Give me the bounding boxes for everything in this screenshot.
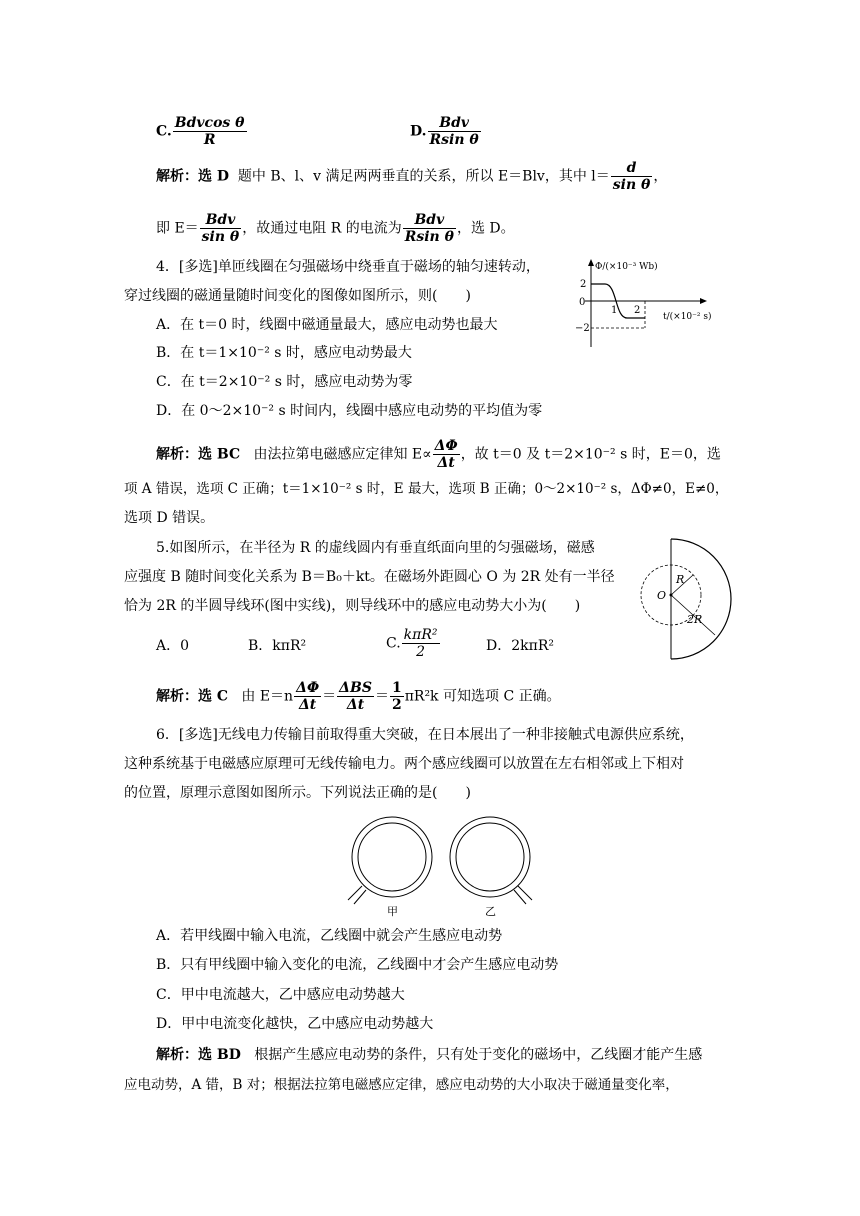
y-axis-arrow-icon	[588, 259, 594, 266]
text: 题中 B、l、v 满足两两垂直的关系，所以 E＝Blv，其中 l＝	[237, 168, 610, 185]
q4-option-b: B．在 t＝1×10⁻² s 时，感应电动势最大	[156, 345, 412, 361]
text: ，故通过电阻 R 的电流为	[242, 220, 402, 237]
numerator: ΔΦ	[434, 438, 458, 454]
q6-stem-line3: 的位置，原理示意图如图所示。下列说法正确的是( )	[124, 785, 471, 801]
fraction	[428, 115, 481, 148]
q5-option-b: B．kπR²	[248, 638, 307, 654]
q6-option-d: D．甲中电流变化越快，乙中感应电动势越大	[156, 1016, 434, 1032]
q6-option-a: A．若甲线圈中输入电流，乙线圈中就会产生感应电动势	[156, 928, 503, 944]
q6-stem-line1: 6．[多选]无线电力传输目前取得重大突破，在日本展出了一种非接触式电源供应系统，	[156, 727, 694, 743]
q4-solution-line1	[156, 438, 721, 471]
q3-solution-line2	[156, 212, 515, 245]
denominator: sin θ	[612, 177, 651, 193]
numerator: Bdv	[428, 115, 481, 132]
text: ，故 t＝0 及 t＝2×10⁻² s 时，E＝0，选	[460, 446, 721, 463]
numerator: 1	[391, 680, 402, 696]
label-o: O	[657, 589, 667, 602]
q5-solution	[156, 680, 561, 713]
q6-option-b: B．只有甲线圈中输入变化的电流，乙线圈中才会产生感应电动势	[156, 957, 559, 973]
denominator: Rsin θ	[429, 132, 479, 148]
q5-stem-line1: 5.如图所示，在半径为 R 的虚线圆内有垂直纸面向里的匀强磁场，磁感	[156, 540, 595, 556]
fraction	[611, 160, 653, 193]
solution-head: 解析：选 BC	[156, 446, 241, 463]
tick-y-neg: −2	[575, 323, 590, 334]
numerator: d	[611, 160, 653, 177]
fraction	[173, 115, 247, 148]
text: ，选 D。	[456, 220, 515, 237]
q6-solution-line2: 应电动势，A 错，B 对；根据法拉第电磁感应定律，感应电动势的大小取决于磁通量变化率，	[124, 1077, 679, 1093]
graph-x-label: t/(×10⁻² s)	[663, 312, 712, 322]
fraction	[390, 680, 404, 713]
flux-time-graph	[565, 255, 740, 350]
coil-yi-lead	[518, 886, 532, 900]
solution-head: 解析：选 BD	[156, 1047, 241, 1063]
fraction	[337, 680, 374, 713]
x-axis-arrow-icon	[700, 298, 707, 304]
q4-stem-line1: 4．[多选]单匝线圈在匀强磁场中绕垂直于磁场的轴匀速转动，	[156, 259, 540, 275]
text: 根据产生感应电动势的条件，只有处于变化的磁场中，乙线圈才能产生感	[254, 1047, 703, 1063]
fraction	[294, 680, 321, 713]
text: ＝	[322, 688, 337, 705]
q4-solution-line2: 项 A 错误，选项 C 正确；t＝1×10⁻² s 时，E 最大，选项 B 正确；0～2×10⁻² s，ΔΦ≠0，E≠0，	[124, 481, 729, 497]
label-r: R	[676, 573, 685, 586]
q5-option-c	[386, 627, 441, 660]
q5-option-a: A．0	[156, 638, 190, 654]
label-jia: 甲	[387, 905, 398, 918]
label-2r: 2R	[687, 613, 703, 626]
numerator: ΔΦ	[296, 680, 320, 696]
fraction	[433, 438, 460, 471]
q6-stem-line2: 这种系统基于电磁感应原理可无线传输电力。两个感应线圈可以放置在左右相邻或上下相对	[124, 756, 684, 772]
q6-option-c: C．甲中电流越大，乙中感应电动势越大	[156, 987, 405, 1003]
q5-stem-line2: 应强度 B 随时间变化关系为 B＝B₀＋kt。在磁场外距圆心 O 为 2R 处有一半径	[124, 569, 615, 585]
graph-y-label: Φ/(×10⁻³ Wb)	[595, 262, 658, 272]
coils-figure	[340, 812, 540, 920]
text: 由 E＝n	[241, 688, 294, 705]
option-letter: C.	[156, 123, 172, 140]
text: ＝	[374, 688, 389, 705]
q3-option-c	[156, 115, 248, 148]
q4-stem-line2: 穿过线圈的磁通量随时间变化的图像如图所示，则( )	[124, 288, 471, 304]
coil-yi-outer	[450, 817, 530, 897]
tick-x-2: 2	[634, 305, 641, 316]
fraction	[200, 212, 242, 245]
denominator: sin θ	[201, 229, 240, 245]
text: 由法拉第电磁感应定律知 E∝	[253, 446, 432, 463]
solution-head: 解析：选 D	[156, 168, 230, 185]
center-point	[670, 594, 673, 597]
coil-jia-lead	[348, 886, 362, 900]
q4-solution-line3: 选项 D 错误。	[124, 510, 215, 526]
option-letter: D.	[410, 123, 427, 140]
fraction	[402, 627, 440, 660]
numerator: ΔBS	[339, 680, 372, 696]
text: ，	[653, 168, 668, 185]
coil-jia-inner	[358, 823, 426, 891]
coil-jia-outer	[352, 817, 432, 897]
tick-x-1: 1	[611, 305, 618, 316]
denominator: Δt	[298, 697, 317, 713]
label-yi: 乙	[485, 905, 496, 918]
denominator: R	[203, 132, 216, 148]
tick-origin: 0	[579, 297, 586, 308]
denominator: 2	[416, 644, 426, 660]
q3-solution-line1	[156, 160, 667, 193]
numerator: Bdv	[403, 212, 456, 229]
q5-stem-line3: 恰为 2R 的半圆导线环(图中实线)，则导线环中的感应电动势大小为( )	[124, 598, 581, 614]
solution-head: 解析：选 C	[156, 688, 229, 705]
coil-yi-inner	[456, 823, 524, 891]
q5-option-d: D．2kπR²	[486, 638, 554, 654]
q4-option-c: C．在 t＝2×10⁻² s 时，感应电动势为零	[156, 374, 413, 390]
text: 即 E＝	[156, 220, 199, 237]
numerator: Bdvcos θ	[174, 115, 245, 131]
q4-option-d: D．在 0～2×10⁻² s 时间内，线圈中感应电动势的平均值为零	[156, 403, 543, 419]
numerator: Bdv	[200, 212, 242, 229]
option-letter: C.	[386, 635, 401, 652]
semicircle-field-figure	[635, 535, 735, 670]
denominator: 2	[391, 697, 402, 713]
denominator: Δt	[437, 455, 455, 471]
numerator: kπR²	[403, 627, 438, 643]
q4-option-a: A．在 t＝0 时，线圈中磁通量最大，感应电动势也最大	[156, 317, 498, 333]
text: πR²k 可知选项 C 正确。	[404, 688, 561, 705]
q6-solution-line1	[156, 1045, 702, 1065]
semicircle-wire	[671, 539, 731, 659]
denominator: Δt	[346, 697, 365, 713]
denominator: Rsin θ	[404, 229, 454, 245]
q3-option-d	[410, 115, 482, 148]
fraction	[403, 212, 456, 245]
tick-y-pos: 2	[580, 279, 587, 290]
